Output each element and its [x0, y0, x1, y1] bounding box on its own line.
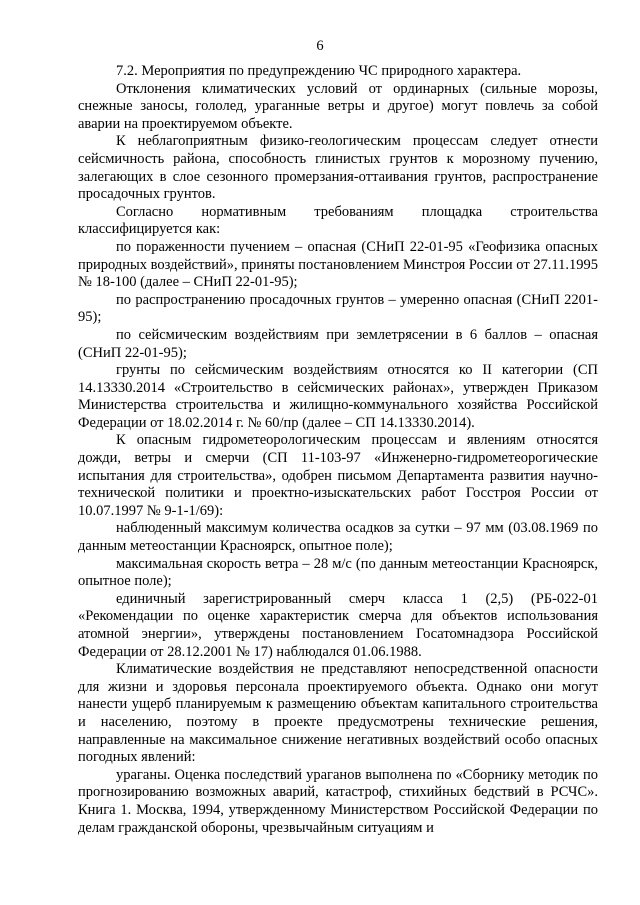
body-paragraph: Климатические воздействия не представляют непосредственной опасности для жизни и здоровья персонала проектируемого объекта. Однако они могут нанести ущерб планируемым к размещению объектам капитального строительства и населению, поэтому в проекте предусмотрены технические решения, направленные на максимальное снижение негативных воздействий особо опасных погодных явлений: [78, 661, 598, 766]
list-paragraph: максимальная скорость ветра – 28 м/с (по данным метеостанции Красноярск, опытное поле); [78, 555, 598, 590]
body-paragraph: Отклонения климатических условий от ординарных (сильные морозы, снежные заносы, гололед, ураганные ветры и другое) могут повлечь за собой аварии на проектируемом объекте. [78, 80, 598, 132]
list-paragraph: по распространению просадочных грунтов – умеренно опасная (СНиП 2201-95); [78, 291, 598, 326]
body-paragraph: Согласно нормативным требованиям площадка строительства классифицируется как: [78, 203, 598, 238]
body-paragraph: К неблагоприятным физико-геологическим процессам следует отнести сейсмичность района, способность глинистых грунтов к морозному пучению, залегающих в слое сезонного промерзания-оттаивания грунтов, распространение просадочных грунтов. [78, 133, 598, 203]
list-paragraph: грунты по сейсмическим воздействиям относятся ко II категории (СП 14.13330.2014 «Строительство в сейсмических районах», утвержден Приказом Министерства строительства и жилищно-коммунального хозяйства Российской Федерации от 18.02.2014 г. № 60/пр (далее – СП 14.13330.2014). [78, 362, 598, 431]
page-number: 6 [316, 38, 324, 54]
list-paragraph: наблюденный максимум количества осадков за сутки – 97 мм (03.08.1969 по данным метеостанции Красноярск, опытное поле); [78, 520, 598, 555]
section-heading: 7.2. Мероприятия по предупреждению ЧС природного характера. [116, 63, 522, 79]
document-body [78, 63, 598, 837]
list-paragraph: по пораженности пучением – опасная (СНиП 22-01-95 «Геофизика опасных природных воздействий», приняты постановлением Минстроя России от 27.11.1995 № 18-100 (далее – СНиП 22-01-95); [78, 238, 598, 291]
body-paragraph: К опасным гидрометеорологическим процессам и явлениям относятся дожди, ветры и смерчи (СП 11-103-97 «Инженерно-гидрометеорогические испытания для строительства», одобрен письмом Департамента развития научно-технической политики и проектно-изыскательских работ Госстроя России от 10.07.1997 № 9-1-1/69): [78, 432, 598, 519]
list-paragraph: единичный зарегистрированный смерч класса 1 (2,5) (РБ-022-01 «Рекомендации по оценке характеристик смерча для объектов использования атомной энергии», утверждены постановлением Госатомнадзора Российской Федерации от 28.12.2001 № 17) наблюдался 01.06.1988. [78, 590, 598, 660]
list-paragraph: по сейсмическим воздействиям при землетрясении в 6 баллов – опасная (СНиП 22-01-95); [78, 326, 598, 361]
list-paragraph: ураганы. Оценка последствий ураганов выполнена по «Сборнику методик по прогнозированию возможных аварий, катастроф, стихийных бедствий в РСЧС». Книга 1. Москва, 1994, утвержденному Министерством Российской Федерации по делам гражданской обороны, чрезвычайным ситуациям и [78, 766, 598, 836]
